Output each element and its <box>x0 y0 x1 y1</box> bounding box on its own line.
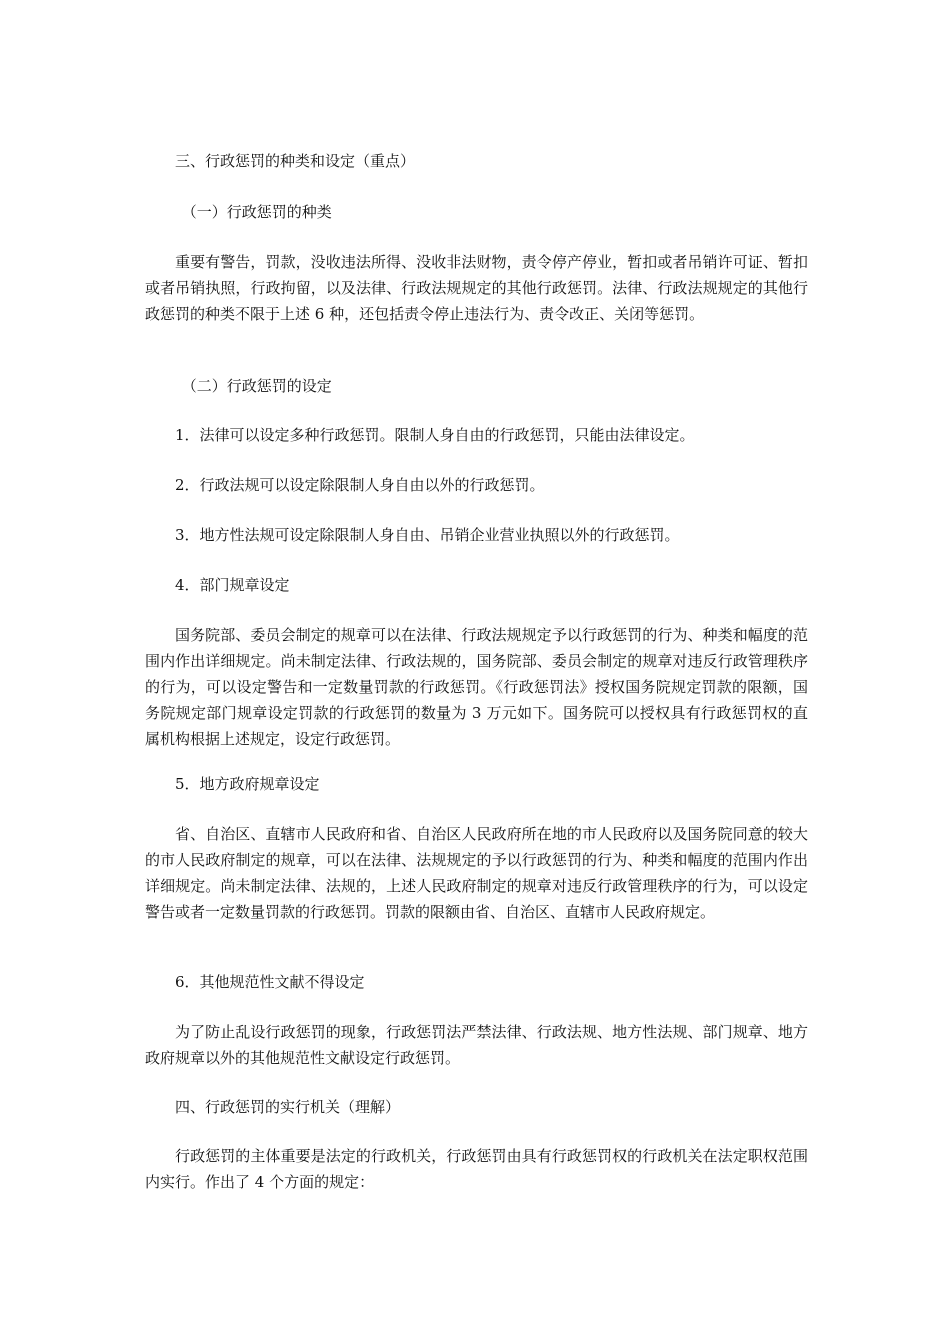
list-item-3: 3．地方性法规可设定除限制人身自由、吊销企业营业执照以外的行政惩罚。 <box>175 526 680 544</box>
list-item-2: 2．行政法规可以设定除限制人身自由以外的行政惩罚。 <box>175 476 545 494</box>
list-item-6: 6．其他规范性文献不得设定 <box>175 973 365 991</box>
section-heading-3: 三、行政惩罚的种类和设定（重点） <box>175 152 416 170</box>
list-item-5: 5．地方政府规章设定 <box>175 775 320 793</box>
list-item-4: 4．部门规章设定 <box>175 576 290 594</box>
list-item-1: 1．法律可以设定多种行政惩罚。限制人身自由的行政惩罚，只能由法律设定。 <box>175 426 695 444</box>
subsection-heading-2: （二）行政惩罚的设定 <box>181 377 332 395</box>
paragraph-other-documents: 为了防止乱设行政惩罚的现象，行政惩罚法严禁法律、行政法规、地方性法规、部门规章、地方政府规章以外的其他规范性文献设定行政惩罚。 <box>145 1023 808 1067</box>
paragraph-implementing-organs: 行政惩罚的主体重要是法定的行政机关，行政惩罚由具有行政惩罚权的行政机关在法定职权范围内实行。作出了 4 个方面的规定： <box>145 1147 808 1191</box>
paragraph-local-government-rules: 省、自治区、直辖市人民政府和省、自治区人民政府所在地的市人民政府以及国务院同意的较大的市人民政府制定的规章，可以在法律、法规规定的予以行政惩罚的行为、种类和幅度的范围内作出详细规定。尚未制定法律、法规的，上述人民政府制定的规章对违反行政管理秩序的行为，可以设定警告或者一定数量罚款的行政惩罚。罚款的限额由省、自治区、直辖市人民政府规定。 <box>145 825 808 921</box>
subsection-heading-1: （一）行政惩罚的种类 <box>181 203 332 221</box>
paragraph-department-rules: 国务院部、委员会制定的规章可以在法律、行政法规规定予以行政惩罚的行为、种类和幅度的范围内作出详细规定。尚未制定法律、行政法规的，国务院部、委员会制定的规章对违反行政管理秩序的行为，可以设定警告和一定数量罚款的行政惩罚。《行政惩罚法》授权国务院规定罚款的限额，国务院规定部门规章设定罚款的行政惩罚的数量为 3 万元如下。国务院可以授权具有行政惩罚权的直属机构根据上述规定，设定行政惩罚。 <box>145 626 808 748</box>
section-heading-4: 四、行政惩罚的实行机关（理解） <box>175 1098 401 1116</box>
paragraph-penalty-types: 重要有警告，罚款，没收违法所得、没收非法财物，责令停产停业，暂扣或者吊销许可证、暂扣或者吊销执照，行政拘留，以及法律、行政法规规定的其他行政惩罚。法律、行政法规规定的其他行政惩罚的种类不限于上述 6 种，还包括责令停止违法行为、责令改正、关闭等惩罚。 <box>145 253 808 323</box>
